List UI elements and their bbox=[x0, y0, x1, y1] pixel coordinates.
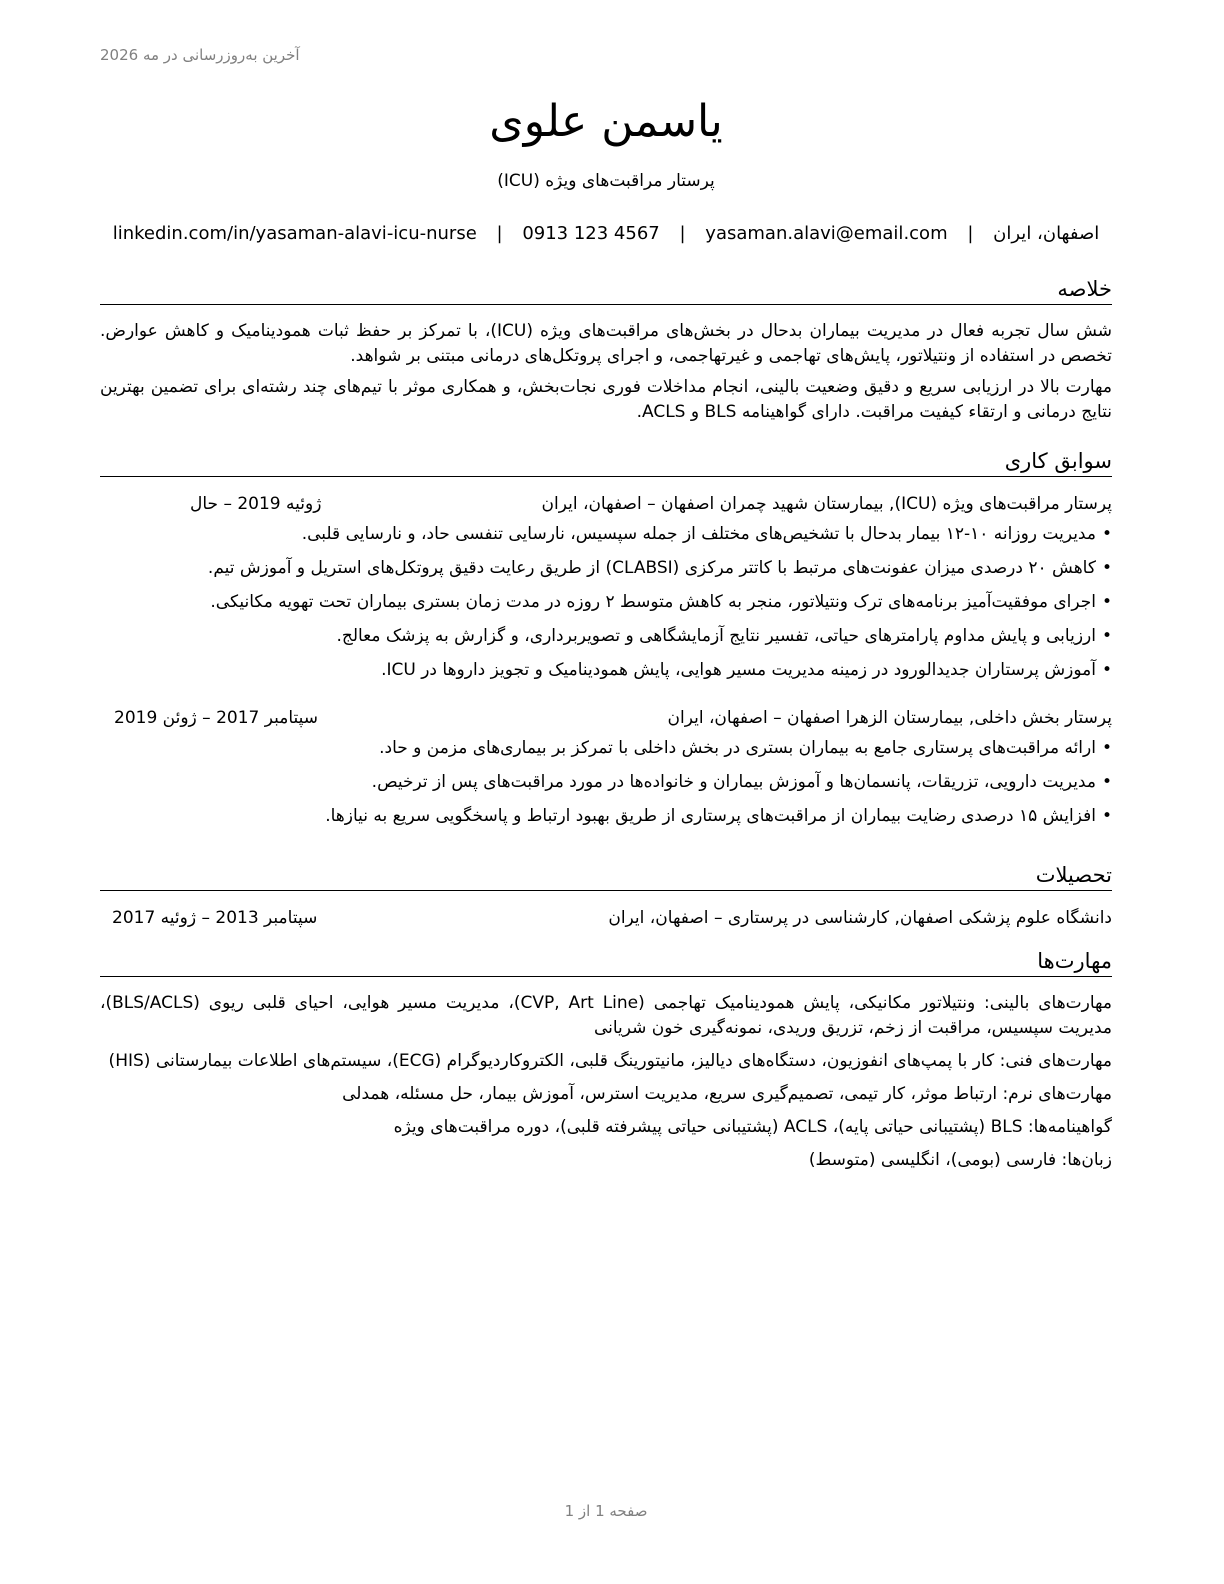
job-title: پرستار بخش داخلی, بیمارستان الزهرا اصفهان – اصفهان، ایران bbox=[667, 708, 1112, 728]
skill-item: گواهینامه‌ها: BLS (پشتیبانی حیاتی پایه)، ACLS (پشتیبانی حیاتی پیشرفته قلبی)، دوره مراقبت‌های ویژه bbox=[393, 1117, 1112, 1137]
list-item: •آموزش پرستاران جدیدالورود در زمینه مدیریت مسیر هوایی، پایش همودینامیک و تجویز داروها در ICU. bbox=[381, 660, 1112, 680]
section-title: مهارت‌ها bbox=[100, 948, 1112, 977]
skill-item: زبان‌ها: فارسی (بومی)، انگلیسی (متوسط) bbox=[808, 1150, 1112, 1170]
candidate-role: پرستار مراقبت‌های ویژه (ICU) bbox=[497, 171, 715, 191]
list-item: •کاهش ۲۰ درصدی میزان عفونت‌های مرتبط با کاتتر مرکزی (CLABSI) از طریق رعایت دقیق پروتکل‌های استریل و آموزش تیم. bbox=[207, 558, 1112, 578]
page-number: صفحه 1 از 1 bbox=[564, 1502, 648, 1520]
skill-item: مهارت‌های بالینی: ونتیلاتور مکانیکی، پایش همودینامیک تهاجمی (CVP, Art Line)، مدیریت مسیر هوایی، احیای قلبی ریوی (BLS/ACLS)، مدیریت سپسیس، مراقبت از زخم، تزریق وریدی، نمونه‌گیری خون شریانی bbox=[100, 993, 1112, 1038]
education-heading bbox=[100, 905, 1112, 931]
education-section bbox=[100, 862, 1112, 931]
section-title: خلاصه bbox=[100, 276, 1112, 305]
job-title: پرستار مراقبت‌های ویژه (ICU), بیمارستان شهید چمران اصفهان – اصفهان، ایران bbox=[541, 494, 1112, 514]
job-date: ژوئیه 2019 – حال bbox=[190, 494, 322, 514]
contact-separator: | bbox=[967, 223, 974, 244]
experience-section bbox=[100, 448, 1112, 837]
contact-linkedin[interactable]: linkedin.com/in/yasaman-alavi-icu-nurse bbox=[112, 223, 477, 244]
contact-separator: | bbox=[496, 223, 503, 244]
contact-email[interactable]: yasaman.alavi@email.com bbox=[705, 223, 948, 244]
list-item: •افزایش ۱۵ درصدی رضایت بیماران از مراقبت‌های پرستاری از طریق بهبود ارتباط و پاسخگویی سریع به نیازها. bbox=[325, 806, 1112, 826]
candidate-name: یاسمن علوی bbox=[489, 96, 723, 147]
job-bullets bbox=[100, 735, 1112, 829]
contact-location: اصفهان، ایران bbox=[993, 223, 1100, 244]
contact-separator: | bbox=[679, 223, 686, 244]
list-item: •مدیریت دارویی، تزریقات، پانسمان‌ها و آموزش بیماران و خانواده‌ها در مورد مراقبت‌های پس از ترخیص. bbox=[371, 772, 1112, 792]
summary-paragraph: شش سال تجربه فعال در مدیریت بیماران بدحال در بخش‌های مراقبت‌های ویژه (ICU)، با تمرکز بر حفظ ثبات همودینامیک و کاهش عوارض. تخصص در استفاده از ونتیلاتور، پایش‌های تهاجمی و غیرتهاجمی، و اجرای پروتکل‌های درمانی مبتنی بر شواهد. bbox=[100, 321, 1112, 366]
list-item: •ارائه مراقبت‌های پرستاری جامع به بیماران بستری در بخش داخلی با تمرکز بر بیماری‌های مزمن و حاد. bbox=[379, 738, 1112, 758]
contact-line bbox=[100, 223, 1112, 244]
section-title: تحصیلات bbox=[100, 862, 1112, 891]
job-heading bbox=[100, 491, 1112, 517]
job-date: سپتامبر 2017 – ژوئن 2019 bbox=[114, 708, 319, 728]
resume-page bbox=[100, 0, 1112, 1584]
skill-item: مهارت‌های نرم: ارتباط موثر، کار تیمی، تصمیم‌گیری سریع، مدیریت استرس، آموزش بیمار، حل مسئله، همدلی bbox=[342, 1084, 1112, 1104]
skill-item: مهارت‌های فنی: کار با پمپ‌های انفوزیون، دستگاه‌های دیالیز، مانیتورینگ قلبی، الکتروکاردیوگرام (ECG)، سیستم‌های اطلاعات بیمارستانی (HIS) bbox=[108, 1051, 1112, 1071]
summary-section bbox=[100, 276, 1112, 425]
summary-paragraph: مهارت بالا در ارزیابی سریع و دقیق وضعیت بالینی، انجام مداخلات فوری نجات‌بخش، و همکاری موثر با تیم‌های چند رشته‌ای برای تضمین بهترین نتایج درمانی و ارتقاء کیفیت مراقبت. دارای گواهینامه BLS و ACLS. bbox=[100, 377, 1112, 422]
education-title: دانشگاه علوم پزشکی اصفهان, کارشناسی در پرستاری – اصفهان، ایران bbox=[608, 908, 1112, 928]
contact-phone: 0913 123 4567 bbox=[522, 223, 660, 244]
last-updated-note: آخرین به‌روزرسانی در مه 2026 bbox=[100, 46, 300, 64]
education-date: سپتامبر 2013 – ژوئیه 2017 bbox=[112, 908, 318, 928]
job-heading bbox=[100, 705, 1112, 731]
list-item: •اجرای موفقیت‌آمیز برنامه‌های ترک ونتیلاتور، منجر به کاهش متوسط ۲ روزه در مدت زمان بستری بیماران تحت تهویه مکانیکی. bbox=[210, 592, 1112, 612]
job-bullets bbox=[100, 521, 1112, 683]
section-title: سوابق کاری bbox=[100, 448, 1112, 477]
skills-list bbox=[100, 991, 1112, 1173]
skills-section bbox=[100, 948, 1112, 1181]
list-item: •ارزیابی و پایش مداوم پارامترهای حیاتی، تفسیر نتایج آزمایشگاهی و تصویربرداری، و گزارش به پزشک معالج. bbox=[336, 626, 1112, 646]
list-item: •مدیریت روزانه ۱۰-۱۲ بیمار بدحال با تشخیص‌های مختلف از جمله سپسیس، نارسایی تنفسی حاد، و نارسایی قلبی. bbox=[301, 524, 1112, 544]
